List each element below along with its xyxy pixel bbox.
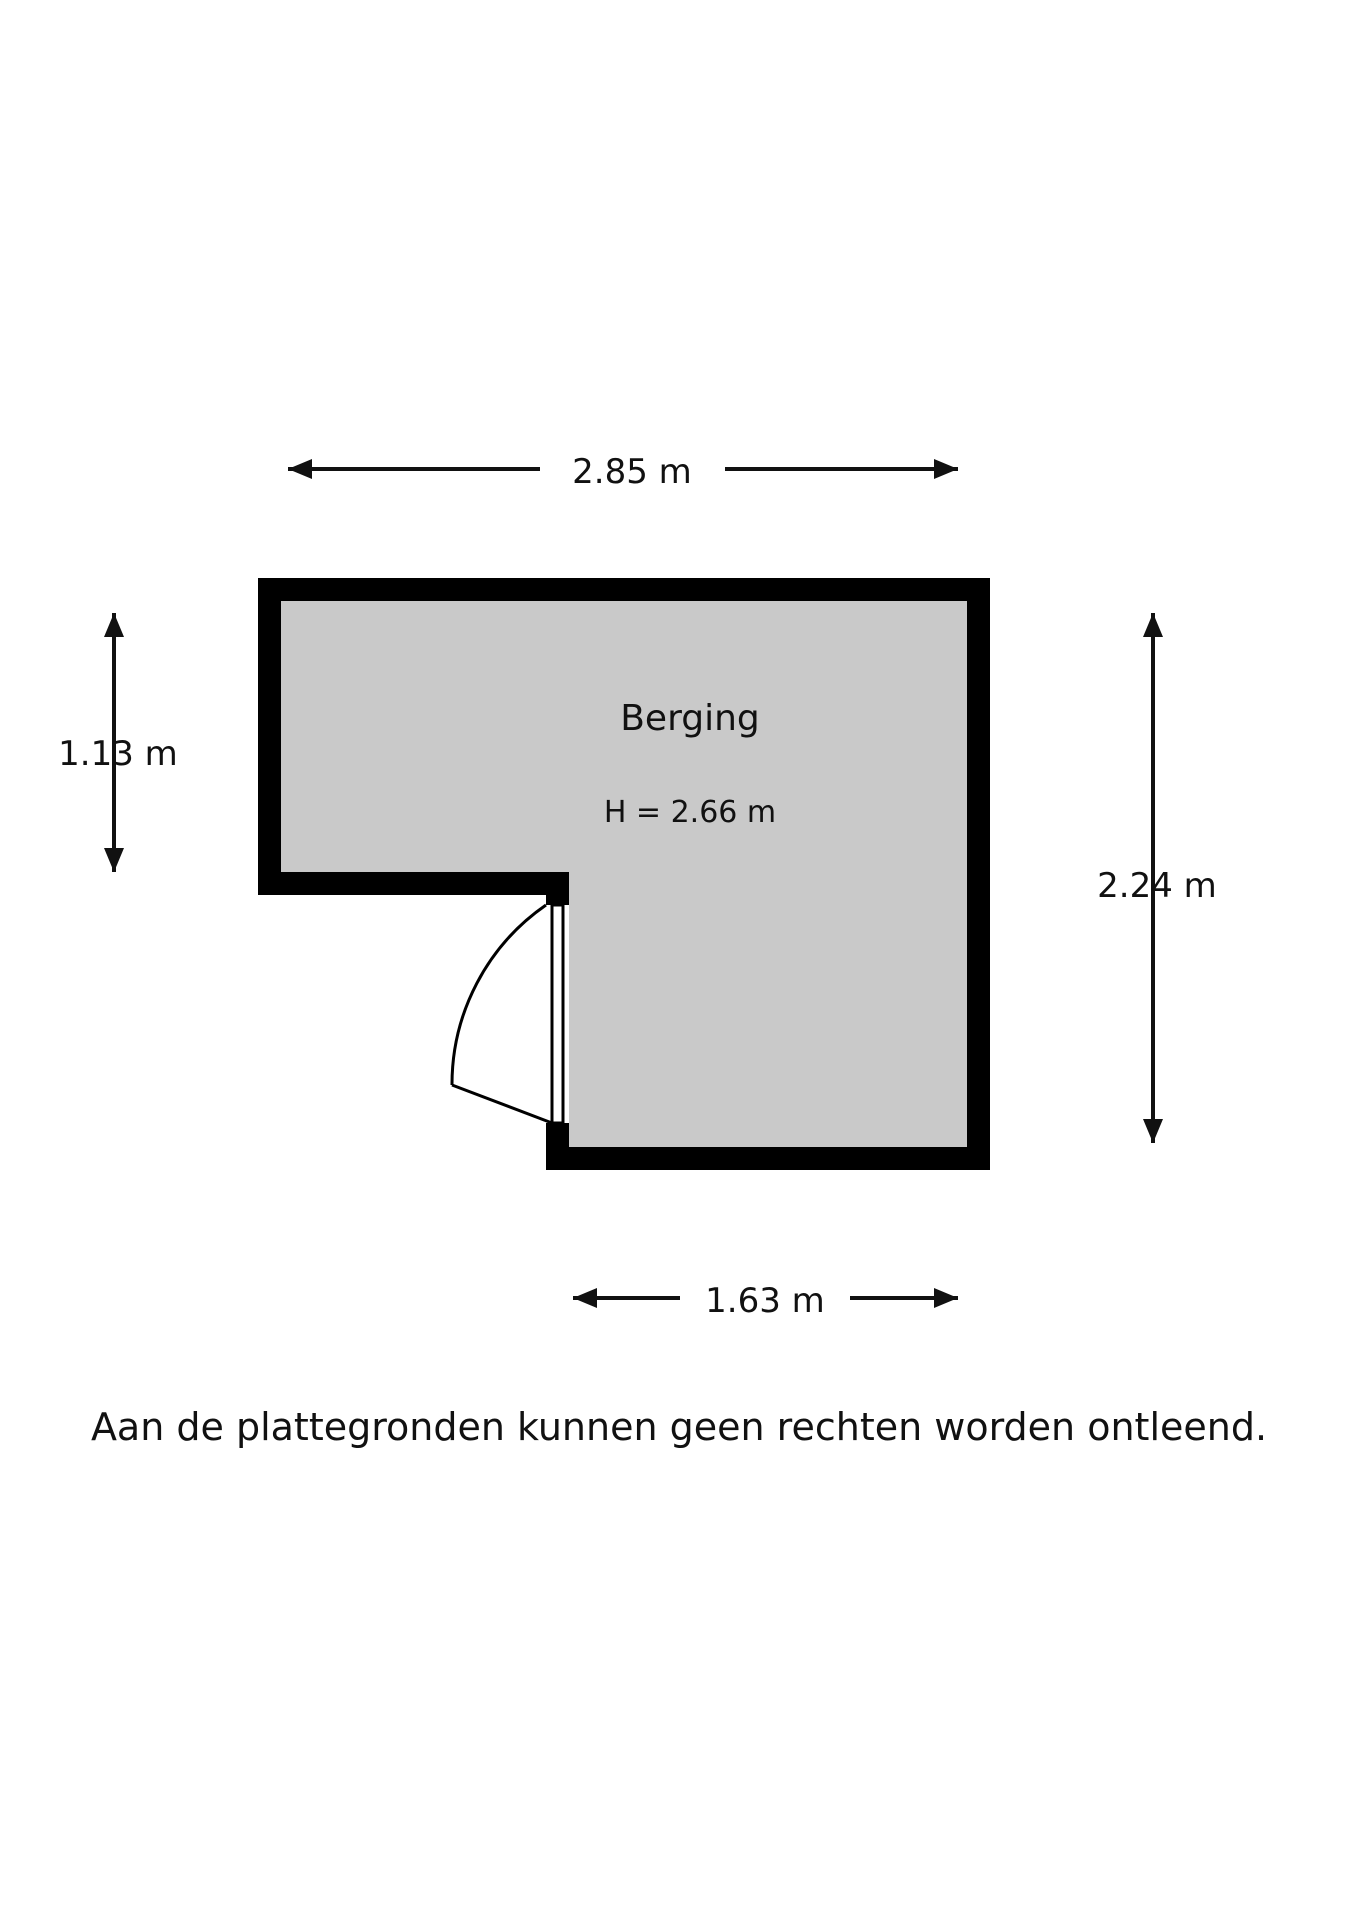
door-opening — [546, 905, 569, 1123]
dimension-left-label: 1.13 m — [58, 734, 178, 774]
arrow-right-icon — [934, 1288, 958, 1308]
door-leaf — [552, 905, 563, 1123]
room-name-label: Berging — [620, 698, 760, 739]
dimension-right — [1097, 613, 1217, 1143]
arrow-down-icon — [1143, 1119, 1163, 1143]
arrow-right-icon — [934, 459, 958, 479]
door-swing-arc — [452, 905, 546, 1085]
dimension-bottom-label: 1.63 m — [705, 1281, 825, 1321]
dimension-left — [58, 613, 178, 872]
dimension-bottom — [573, 1274, 958, 1322]
arrow-down-icon — [104, 848, 124, 872]
door-swing — [452, 905, 552, 1123]
dimension-top — [288, 445, 958, 493]
arrow-up-icon — [104, 613, 124, 637]
room-height-label: H = 2.66 m — [603, 795, 777, 830]
dimension-right-label: 2.24 m — [1097, 866, 1217, 906]
disclaimer-text: Aan de plattegronden kunnen geen rechten worden ontleend. — [90, 1405, 1268, 1449]
door-swing-line — [452, 1085, 552, 1123]
arrow-left-icon — [573, 1288, 597, 1308]
arrow-left-icon — [288, 459, 312, 479]
arrow-up-icon — [1143, 613, 1163, 637]
dimension-top-label: 2.85 m — [572, 452, 692, 492]
